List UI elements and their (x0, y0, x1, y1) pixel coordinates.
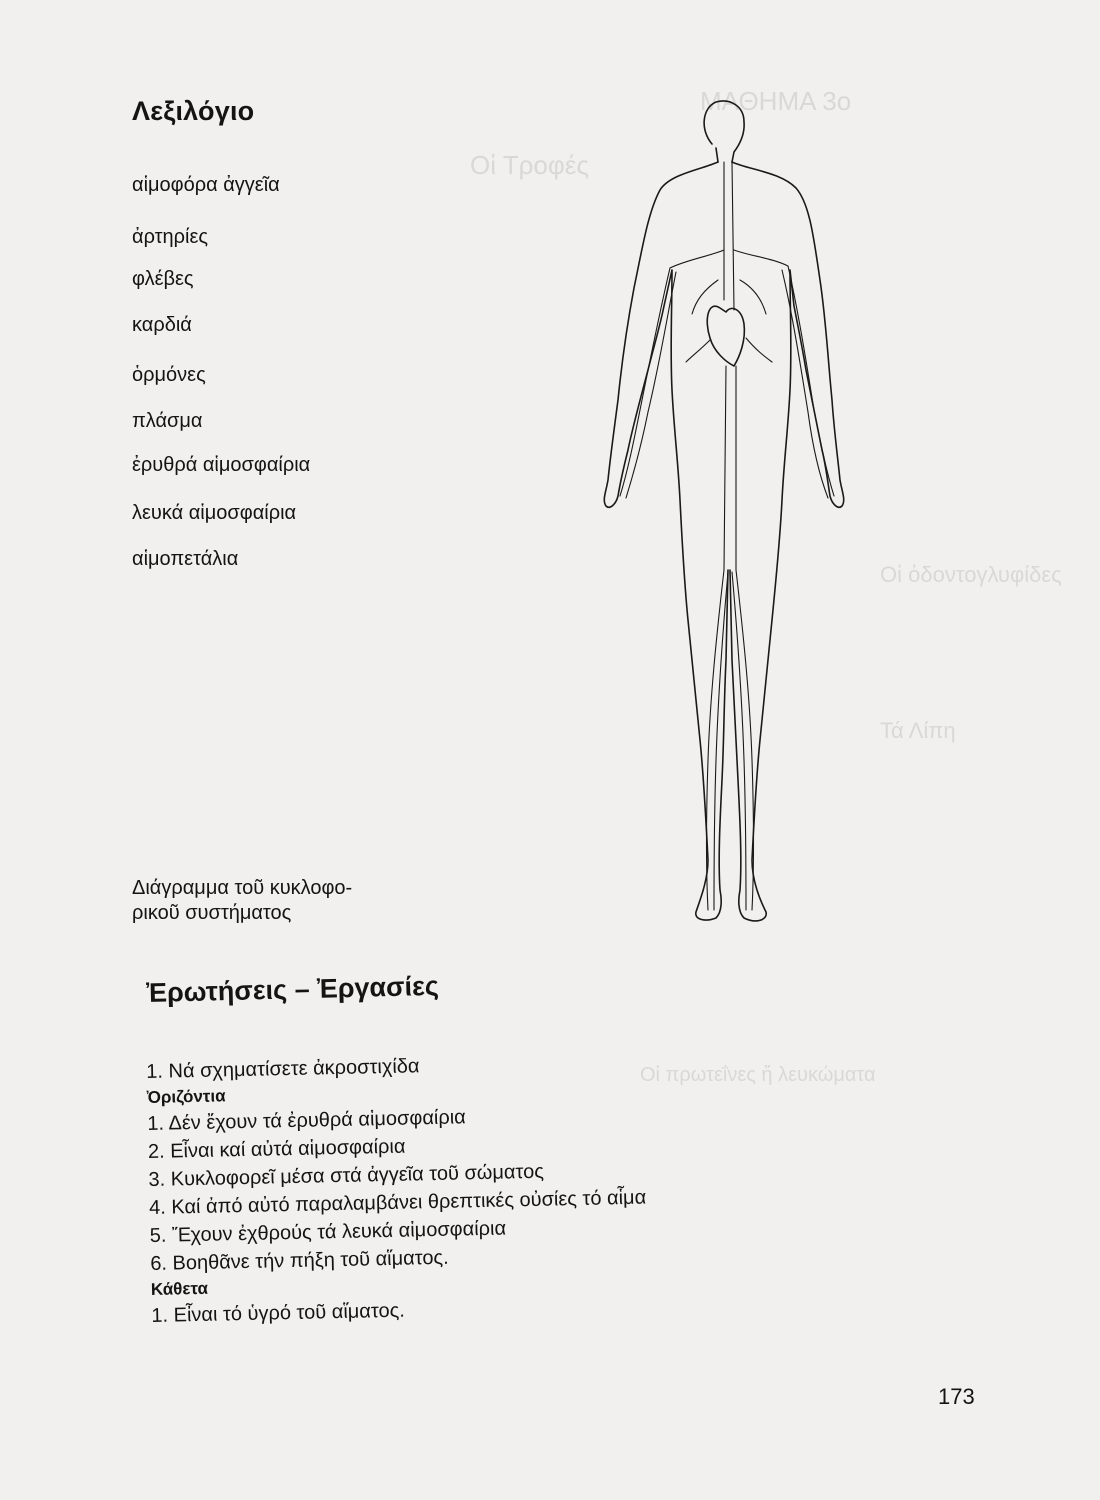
vessel (670, 250, 724, 268)
vertical-label: Κάθετα (150, 1278, 209, 1299)
questions-block (146, 1048, 649, 1330)
page-number: 173 (938, 1384, 975, 1409)
vessel (740, 280, 766, 314)
questions-title: Ἐρωτήσεις – Ἐργασίες (146, 970, 440, 1008)
vessel (788, 266, 834, 496)
horizontal-clue: 3. Κυκλοφορεῖ μέσα στά ἀγγεῖα τοῦ σώματος (148, 1160, 545, 1191)
vertical-clue: 1. Εἶναι τό ὑγρό τοῦ αἵματος. (151, 1299, 405, 1327)
horizontal-clue: 1. Δέν ἔχουν τά ἐρυθρά αἱμοσφαίρια (147, 1106, 466, 1135)
vessel (714, 572, 728, 910)
vessel (626, 272, 676, 498)
vessel (734, 250, 788, 266)
vocabulary-item: ἐρυθρά αἱμοσφαίρια (132, 454, 311, 476)
heart (707, 306, 744, 366)
horizontal-label: Ὀριζόντια (146, 1086, 226, 1107)
figure-caption (132, 876, 352, 926)
body-outline-left (604, 162, 728, 920)
vessel (724, 366, 726, 570)
vocabulary-item: πλάσμα (132, 410, 203, 432)
vocabulary-item: αἱμοφόρα ἀγγεῖα (132, 174, 280, 196)
figure-caption-line: ρικοῦ συστήματος (132, 902, 292, 924)
bleed-through-heading: Οἱ πρωτεΐνες ἤ λευκώματα (640, 1064, 876, 1086)
vessel (707, 570, 725, 910)
vessel (736, 570, 754, 910)
vessel (692, 280, 718, 314)
vocabulary-item: καρδιά (132, 314, 192, 336)
vessel (732, 572, 746, 910)
bleed-through-heading: ΜΑΘΗΜΑ 3ο (700, 86, 852, 116)
vessel (746, 338, 772, 362)
bleed-through-heading: Τά Λίπη (880, 718, 956, 743)
vessel (686, 340, 710, 362)
horizontal-clue: 5. Ἔχουν ἐχθρούς τά λευκά αἱμοσφαίρια (149, 1217, 507, 1247)
circulatory-system-diagram (600, 100, 860, 940)
vessel (732, 162, 734, 310)
bleed-through-heading: Οἱ Τροφές (470, 150, 589, 180)
vessel (782, 270, 828, 498)
vocabulary-item: φλέβες (132, 268, 194, 290)
vocabulary-item: ἀρτηρίες (132, 226, 209, 248)
bleed-through-heading: Οἱ ὀδοντογλυφίδες (880, 562, 1062, 587)
body-outline-head (704, 101, 744, 162)
body-outline-right (730, 162, 844, 921)
vocabulary-item: ὁρμόνες (132, 364, 206, 386)
vocabulary-item: αἱμοπετάλια (132, 548, 239, 570)
vocabulary-item: λευκά αἱμοσφαίρια (132, 502, 297, 524)
horizontal-clue: 6. Βοηθᾶνε τήν πήξη τοῦ αἵματος. (150, 1246, 449, 1275)
task-instruction: 1. Νά σχηματίσετε ἀκροστιχίδα (146, 1055, 420, 1083)
horizontal-clue: 4. Καί ἀπό αὐτό παραλαμβάνει θρεπτικές οὐσίες τό αἷμα (148, 1186, 647, 1219)
figure-caption-line: Διάγραμμα τοῦ κυκλοφο- (132, 877, 353, 899)
horizontal-clue: 2. Εἶναι καί αὐτά αἱμοσφαίρια (147, 1135, 406, 1163)
vocabulary-title: Λεξιλόγιο (132, 96, 255, 126)
